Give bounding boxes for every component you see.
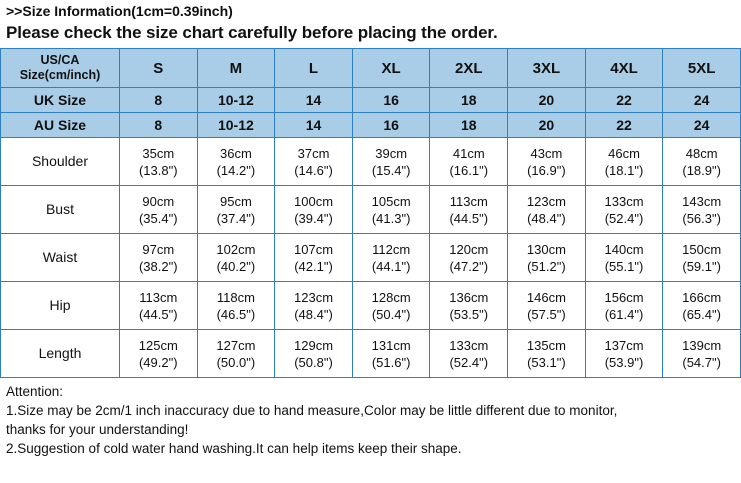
- corner-label-line1: US/CA: [40, 53, 80, 67]
- measure-inch: (55.1"): [604, 258, 644, 274]
- measure-cm: 97cm: [142, 241, 175, 257]
- measure-inch: (37.4"): [216, 210, 256, 226]
- measure-cell: [352, 186, 430, 234]
- measure-cell: [275, 282, 353, 330]
- measure-cm: 113cm: [449, 193, 488, 209]
- measure-cm: 140cm: [604, 241, 644, 257]
- measure-inch: (50.8"): [294, 354, 333, 370]
- measure-cm: 125cm: [138, 337, 178, 353]
- measure-cell: [430, 186, 508, 234]
- measure-cm: 90cm: [142, 193, 175, 209]
- measure-cm: 130cm: [526, 241, 566, 257]
- measure-cm: 139cm: [682, 337, 722, 353]
- size-header-cell: L: [275, 49, 353, 88]
- measure-inch: (38.2"): [138, 258, 178, 274]
- measure-cm: 150cm: [682, 241, 722, 257]
- measure-cm: 120cm: [449, 241, 489, 257]
- measure-inch: (42.1"): [294, 258, 333, 274]
- size-header-cell: M: [197, 49, 275, 88]
- measure-inch: (47.2"): [449, 258, 489, 274]
- measure-cm: 102cm: [216, 241, 256, 257]
- measure-cell: [508, 186, 586, 234]
- measure-cm: 105cm: [371, 193, 411, 209]
- uk-size-cell: 24: [663, 88, 741, 113]
- measure-cm: 127cm: [216, 337, 256, 353]
- measure-cm: 95cm: [219, 193, 252, 209]
- measure-cm: 41cm: [452, 145, 485, 161]
- measure-inch: (57.5"): [527, 306, 566, 322]
- measure-cell: [430, 282, 508, 330]
- measure-cell: [663, 234, 741, 282]
- table-row: [1, 330, 741, 378]
- uk-size-cell: 8: [119, 88, 197, 113]
- size-header-cell: 4XL: [585, 49, 663, 88]
- measure-inch: (44.5"): [138, 306, 178, 322]
- measure-inch: (35.4"): [138, 210, 178, 226]
- measure-cell: [197, 282, 275, 330]
- measure-inch: (53.1"): [527, 354, 566, 370]
- table-header-row: [1, 49, 741, 88]
- measure-inch: (15.4"): [371, 162, 411, 178]
- size-header-cell: 5XL: [663, 49, 741, 88]
- measure-inch: (41.3"): [371, 210, 411, 226]
- measure-inch: (14.2"): [216, 162, 256, 178]
- au-size-row: [1, 113, 741, 138]
- measure-cell: [197, 138, 275, 186]
- measure-inch: (51.6"): [371, 354, 411, 370]
- attention-note-1: 1.Size may be 2cm/1 inch inaccuracy due to hand measure,Color may be little different due to monitor,: [6, 403, 618, 418]
- measure-cm: 137cm: [604, 337, 644, 353]
- uk-size-label: UK Size: [1, 88, 120, 113]
- measure-inch: (44.5"): [449, 210, 489, 226]
- measure-label: Waist: [1, 234, 120, 282]
- measure-inch: (59.1"): [682, 258, 721, 274]
- size-header-cell: 3XL: [508, 49, 586, 88]
- measure-inch: (54.7"): [682, 354, 721, 370]
- measure-cell: [352, 330, 430, 378]
- measure-cell: [585, 138, 663, 186]
- measure-cell: [508, 138, 586, 186]
- measure-cm: 43cm: [530, 145, 563, 161]
- uk-size-row: [1, 88, 741, 113]
- uk-size-cell: 18: [430, 88, 508, 113]
- au-size-cell: 20: [508, 113, 586, 138]
- measure-cm: 131cm: [371, 337, 411, 353]
- measure-label: Hip: [1, 282, 120, 330]
- measure-cell: [430, 234, 508, 282]
- measure-cell: [663, 186, 741, 234]
- corner-label: [1, 49, 120, 88]
- uk-size-cell: 16: [352, 88, 430, 113]
- measure-cell: [275, 138, 353, 186]
- measure-cm: 39cm: [375, 145, 408, 161]
- measure-cell: [119, 186, 197, 234]
- measure-label: Shoulder: [1, 138, 120, 186]
- attention-note-1-cont: thanks for your understanding!: [6, 422, 189, 437]
- measure-cm: 128cm: [371, 289, 411, 305]
- size-information-heading: >>Size Information(1cm=0.39inch): [6, 3, 233, 19]
- table-row: [1, 234, 741, 282]
- au-size-cell: 8: [119, 113, 197, 138]
- measure-cell: [197, 234, 275, 282]
- measure-cell: [585, 186, 663, 234]
- measure-cm: 46cm: [608, 145, 640, 161]
- size-header-cell: XL: [352, 49, 430, 88]
- measure-inch: (18.9"): [682, 162, 721, 178]
- measure-cell: [663, 282, 741, 330]
- measure-inch: (49.2"): [138, 354, 178, 370]
- measure-cell: [430, 330, 508, 378]
- au-size-cell: 18: [430, 113, 508, 138]
- measure-cell: [119, 282, 197, 330]
- measure-inch: (48.4"): [527, 210, 566, 226]
- measure-cell: [275, 186, 353, 234]
- measure-inch: (56.3"): [682, 210, 721, 226]
- measure-cell: [663, 138, 741, 186]
- measure-inch: (65.4"): [682, 306, 721, 322]
- measure-cell: [508, 330, 586, 378]
- measure-inch: (16.1"): [449, 162, 489, 178]
- measure-cm: 133cm: [604, 193, 644, 209]
- measure-cm: 48cm: [685, 145, 718, 161]
- measure-cell: [275, 234, 353, 282]
- uk-size-cell: 10-12: [197, 88, 275, 113]
- table-row: [1, 282, 741, 330]
- measure-cm: 37cm: [297, 145, 330, 161]
- measure-cm: 136cm: [449, 289, 489, 305]
- size-chart-table: [0, 48, 741, 378]
- corner-label-line2: Size(cm/inch): [19, 68, 101, 82]
- uk-size-cell: 22: [585, 88, 663, 113]
- measure-cm: 113cm: [139, 289, 178, 305]
- measure-inch: (52.4"): [604, 210, 644, 226]
- measure-label: Bust: [1, 186, 120, 234]
- measure-cell: [197, 186, 275, 234]
- attention-note-2: 2.Suggestion of cold water hand washing.It can help items keep their shape.: [6, 441, 462, 456]
- measure-inch: (14.6"): [294, 162, 333, 178]
- measure-cell: [663, 330, 741, 378]
- measure-cm: 123cm: [294, 289, 334, 305]
- table-row: [1, 186, 741, 234]
- measure-cell: [197, 330, 275, 378]
- size-chart-notice: Please check the size chart carefully before placing the order.: [6, 23, 498, 42]
- uk-size-cell: 20: [508, 88, 586, 113]
- size-header-cell: S: [119, 49, 197, 88]
- measure-inch: (50.4"): [371, 306, 411, 322]
- au-size-cell: 10-12: [197, 113, 275, 138]
- measure-cm: 112cm: [372, 241, 411, 257]
- measure-cm: 100cm: [294, 193, 334, 209]
- measure-cm: 118cm: [216, 289, 255, 305]
- measure-cm: 156cm: [604, 289, 644, 305]
- measure-inch: (46.5"): [216, 306, 256, 322]
- measure-cell: [585, 282, 663, 330]
- measure-cell: [352, 234, 430, 282]
- measure-cm: 129cm: [294, 337, 334, 353]
- measure-inch: (40.2"): [216, 258, 256, 274]
- measure-inch: (48.4"): [294, 306, 333, 322]
- attention-title: Attention:: [6, 384, 64, 399]
- measure-cell: [119, 330, 197, 378]
- measure-cm: 146cm: [526, 289, 566, 305]
- size-header-cell: 2XL: [430, 49, 508, 88]
- measure-inch: (44.1"): [371, 258, 411, 274]
- measure-cm: 133cm: [449, 337, 489, 353]
- measure-cm: 123cm: [526, 193, 566, 209]
- attention-block: [0, 378, 741, 458]
- table-row: [1, 138, 741, 186]
- au-size-cell: 16: [352, 113, 430, 138]
- measure-inch: (53.5"): [449, 306, 489, 322]
- measure-inch: (39.4"): [294, 210, 333, 226]
- au-size-cell: 22: [585, 113, 663, 138]
- measure-inch: (51.2"): [527, 258, 566, 274]
- measure-cell: [585, 234, 663, 282]
- measure-inch: (50.0"): [216, 354, 256, 370]
- measure-inch: (13.8"): [138, 162, 178, 178]
- measure-cm: 36cm: [219, 145, 252, 161]
- au-size-cell: 14: [275, 113, 353, 138]
- measure-cell: [585, 330, 663, 378]
- measure-cell: [430, 138, 508, 186]
- measure-cm: 107cm: [294, 241, 334, 257]
- measure-cm: 166cm: [682, 289, 722, 305]
- measure-cell: [508, 282, 586, 330]
- measure-cm: 35cm: [142, 145, 175, 161]
- measure-inch: (16.9"): [527, 162, 566, 178]
- au-size-label: AU Size: [1, 113, 120, 138]
- measure-cell: [119, 138, 197, 186]
- measure-cell: [275, 330, 353, 378]
- uk-size-cell: 14: [275, 88, 353, 113]
- measure-cell: [352, 138, 430, 186]
- measure-cell: [119, 234, 197, 282]
- measure-inch: (53.9"): [604, 354, 644, 370]
- measure-label: Length: [1, 330, 120, 378]
- measure-cell: [508, 234, 586, 282]
- measure-cell: [352, 282, 430, 330]
- measure-cm: 135cm: [526, 337, 566, 353]
- measure-inch: (52.4"): [449, 354, 489, 370]
- au-size-cell: 24: [663, 113, 741, 138]
- measure-cm: 143cm: [682, 193, 722, 209]
- measure-inch: (18.1"): [604, 162, 644, 178]
- measure-inch: (61.4"): [604, 306, 644, 322]
